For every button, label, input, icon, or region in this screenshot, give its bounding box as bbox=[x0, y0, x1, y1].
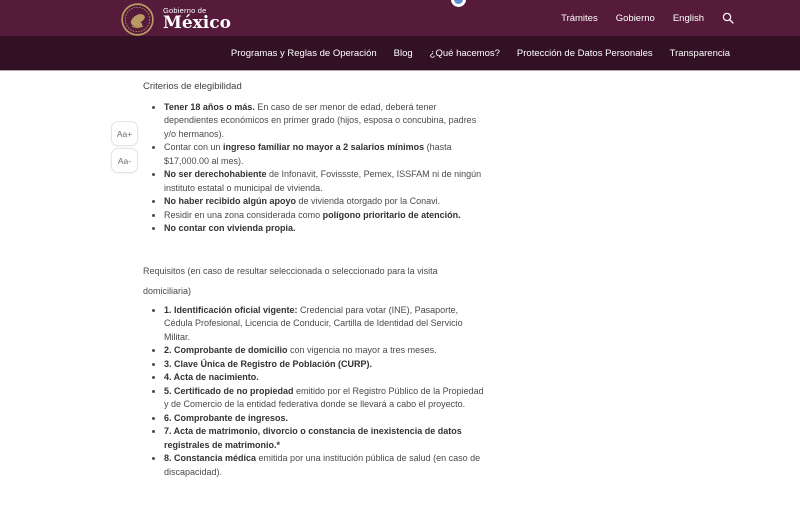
requisitos-list bbox=[143, 304, 488, 480]
search-icon bbox=[722, 12, 734, 24]
logo-wordmark: México bbox=[163, 13, 231, 34]
list-item: • 6. Comprobante de ingresos. bbox=[164, 412, 488, 426]
criterios-list bbox=[143, 101, 488, 236]
navbar-item-blog[interactable]: Blog bbox=[393, 47, 413, 59]
navbar-item-datos-personales[interactable]: Protección de Datos Personales bbox=[516, 47, 653, 59]
navbar-item-transparencia[interactable]: Transparencia bbox=[669, 47, 730, 59]
list-item: • 5. Certificado de no propiedad emitido por el Registro Público de la Propiedad y de Comercio de la entidad federativa donde se llevará a cabo el proyecto. bbox=[164, 385, 488, 412]
site-header bbox=[0, 0, 800, 36]
list-item: • 8. Constancia médica emitida por una institución pública de salud (en caso de discapacidad). bbox=[164, 452, 488, 479]
main-navbar bbox=[0, 36, 800, 71]
top-nav bbox=[561, 0, 734, 36]
top-nav-gobierno[interactable]: Gobierno bbox=[615, 12, 655, 24]
section-heading-criterios: Criterios de elegibilidad bbox=[143, 81, 242, 92]
list-item: • 3. Clave Única de Registro de Población (CURP). bbox=[164, 358, 488, 372]
list-item: • Contar con un ingreso familiar no mayor a 2 salarios mínimos (hasta $17,000.00 al mes). bbox=[164, 141, 488, 168]
list-item: • No ser derechohabiente de Infonavit, Fovissste, Pemex, ISSFAM ni de ningún instituto estatal o municipal de vivienda. bbox=[164, 168, 488, 195]
logo-text bbox=[163, 7, 231, 33]
content bbox=[143, 72, 488, 479]
navbar-item-que-hacemos[interactable]: ¿Qué hacemos? bbox=[429, 47, 500, 59]
notification-dot-icon bbox=[451, 0, 466, 7]
navbar-item-programas[interactable]: Programas y Reglas de Operación bbox=[230, 47, 377, 59]
gobmx-logo-link[interactable] bbox=[121, 3, 231, 36]
list-item: • Tener 18 años o más. En caso de ser menor de edad, deberá tener dependientes económicos en primer grado (hijos, esposa o concubina, padres y/o hermanos). bbox=[164, 101, 488, 142]
list-item: • 1. Identificación oficial vigente: Credencial para votar (INE), Pasaporte, Cédula Profesional, Licencia de Conducir, Cartilla de Identidad del Servicio Militar. bbox=[164, 304, 488, 345]
list-item: • 7. Acta de matrimonio, divorcio o constancia de inexistencia de datos registrales de matrimonio.* bbox=[164, 425, 488, 452]
font-increase-button[interactable]: Aa+ bbox=[111, 121, 138, 146]
list-item: • Residir en una zona considerada como polígono prioritario de atención. bbox=[164, 209, 488, 223]
list-item: • No haber recibido algún apoyo de vivienda otorgado por la Conavi. bbox=[164, 195, 488, 209]
logo-text-line1: Gobierno de bbox=[163, 5, 207, 15]
top-nav-english[interactable]: English bbox=[672, 12, 704, 24]
list-item: • 2. Comprobante de domicilio con vigencia no mayor a tres meses. bbox=[164, 344, 488, 358]
list-item: • 4. Acta de nacimiento. bbox=[164, 371, 488, 385]
list-item: • No contar con vivienda propia. bbox=[164, 222, 488, 236]
mexico-seal-icon bbox=[121, 3, 154, 36]
search-button[interactable] bbox=[722, 12, 734, 24]
font-decrease-button[interactable]: Aa- bbox=[111, 148, 138, 173]
top-nav-tramites[interactable]: Trámites bbox=[561, 12, 598, 24]
requisitos-intro: Requisitos (en caso de resultar seleccionada o seleccionado para la visita domiciliaria) bbox=[143, 265, 438, 296]
